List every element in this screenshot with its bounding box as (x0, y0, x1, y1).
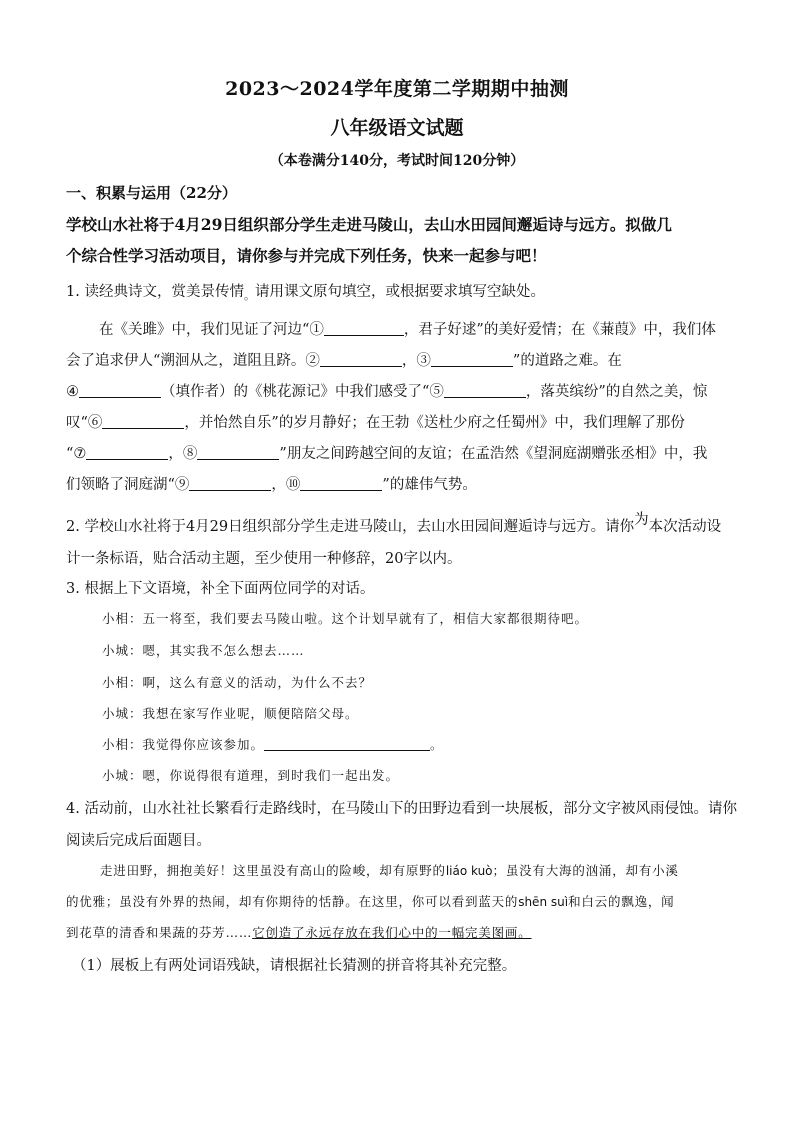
q2-text: 本次活动设 (648, 519, 722, 535)
q1-text: ，落英缤纷”的自然之美，惊 (525, 384, 708, 400)
exhibit-text: 到花草的清香和果蔬的芬芳…… (66, 925, 253, 940)
q1-text: ，并怡然自乐”的岁月静好；在王勃《送杜少府之任蜀州》中，我们理解了那份 (184, 415, 685, 431)
blank-8[interactable] (197, 445, 279, 461)
exam-note: （本卷满分140分，考试时间120分钟） (269, 153, 525, 169)
blank-7[interactable] (86, 445, 168, 461)
blank-5[interactable] (444, 383, 526, 399)
blank-6[interactable] (102, 414, 184, 430)
q1-stem-b: 请用课文原句填空，或根据要求填写空缺处。 (254, 284, 545, 300)
dialogue-line: 小城：嗯，其实我不怎么想去…… (102, 643, 305, 658)
q1-text: ④ (66, 384, 79, 400)
q2-text: 2. 学校山水社将于4月29日组织部分学生走进马陵山，去山水田园间邂逅诗与远方。请你 (66, 519, 635, 535)
q4-line2: 阅读后完成后面题目。 (66, 833, 211, 849)
pinyin-clue: shēn suì (518, 895, 569, 909)
blank-1[interactable] (324, 321, 404, 337)
dialogue-text: 。 (430, 737, 444, 752)
q2-line2: 计一条标语，贴合活动主题，至少使用一种修辞，20字以内。 (66, 551, 462, 567)
q1-text: （填作者）的《桃花源记》中我们感受了“⑤ (161, 384, 444, 400)
dialogue-line: 小城：我想在家写作业呢，顺便陪陪父母。 (102, 706, 359, 721)
pinyin-clue: liáo kuò (445, 864, 493, 878)
q1-text: ，③ (401, 353, 431, 369)
exhibit-line1 (100, 861, 679, 879)
exhibit-text: 和白云的飘逸，闻 (568, 894, 675, 909)
dialogue-line-with-blank (102, 735, 444, 753)
blank-3[interactable] (431, 352, 513, 368)
underlined-sentence: 它创造了永远存放在我们心中的一幅完美图画。 (252, 925, 532, 940)
q1-line2 (66, 349, 622, 370)
q4-sub1: （1）展板上有两处词语残缺，请根据社长猜测的拼音将其补充完整。 (72, 958, 517, 974)
exhibit-text: ；虽没有大海的汹涌，却有小溪 (492, 863, 679, 878)
q3-stem: 3. 根据上下文语境，补全下面两位同学的对话。 (66, 581, 375, 597)
q1-text: ，⑧ (168, 446, 198, 462)
q1-line3 (66, 380, 707, 401)
q2-raised-char: 为 (634, 512, 649, 528)
exam-subtitle: 八年级语文试题 (330, 117, 464, 139)
section-intro-line2: 个综合性学习活动项目，请你参与并完成下列任务，快来一起参与吧！ (66, 246, 547, 265)
q1-text: ，君子好逑”的美好爱情；在《蒹葭》中，我们体 (403, 322, 716, 338)
exhibit-line3 (66, 923, 532, 941)
exam-title: 2023～2024学年度第二学期期中抽测 (225, 78, 569, 100)
q1-stem-a: 1. 读经典诗文，赏美景传情 (66, 284, 244, 300)
section-intro-line1: 学校山水社将于4月29日组织部分学生走进马陵山，去山水田园间邂逅诗与远方。拟做几 (66, 215, 672, 234)
q1-text: ，⑩ (271, 477, 301, 493)
blank-2[interactable] (320, 352, 402, 368)
q1-stem (66, 280, 545, 301)
q1-text: ”朋友之间跨越空间的友谊；在孟浩然《望洞庭湖赠张丞相》中，我 (279, 446, 708, 462)
q1-line5 (66, 442, 707, 463)
q1-line6 (66, 473, 477, 494)
q1-text: 在《关雎》中，我们见证了河边“① (99, 322, 324, 338)
blank-4[interactable] (79, 383, 161, 399)
q1-text: 们领略了洞庭湖“⑨ (66, 477, 190, 493)
q1-line1 (99, 318, 716, 339)
dialogue-blank[interactable] (264, 738, 430, 752)
q1-text: “⑦ (66, 446, 87, 462)
blank-9[interactable] (189, 476, 271, 492)
q1-stem-dot: 。 (243, 289, 255, 302)
exhibit-line2 (66, 892, 674, 910)
q2-line1 (66, 512, 722, 536)
q1-text: ”的道路之难。在 (512, 353, 622, 369)
q1-text: ”的雄伟气势。 (382, 477, 477, 493)
q4-line1: 4. 活动前，山水社社长繁看行走路线时，在马陵山下的田野边看到一块展板，部分文字被风雨侵蚀。请你 (66, 801, 737, 817)
blank-10[interactable] (300, 476, 382, 492)
exhibit-text: 走进田野，拥抱美好！这里虽没有高山的险峻，却有原野的 (100, 863, 446, 878)
dialogue-line: 小相：五一将至，我们要去马陵山啦。这个计划早就有了，相信大家都很期待吧。 (102, 611, 589, 626)
dialogue-line: 小城：嗯，你说得很有道理，到时我们一起出发。 (102, 768, 400, 783)
q1-text: 叹“⑥ (66, 415, 103, 431)
q1-line4 (66, 411, 685, 432)
exhibit-text: 的优雅；虽没有外界的热闹，却有你期待的恬静。在这里，你可以看到蓝天的 (66, 894, 519, 909)
q1-text: 会了追求伊人“溯洄从之，道阻且跻。② (66, 353, 320, 369)
dialogue-text: 小相：我觉得你应该参加。 (102, 737, 265, 752)
dialogue-line: 小相：啊，这么有意义的活动，为什么不去？ (102, 675, 373, 690)
section-heading: 一、积累与运用（22分） (66, 184, 237, 202)
